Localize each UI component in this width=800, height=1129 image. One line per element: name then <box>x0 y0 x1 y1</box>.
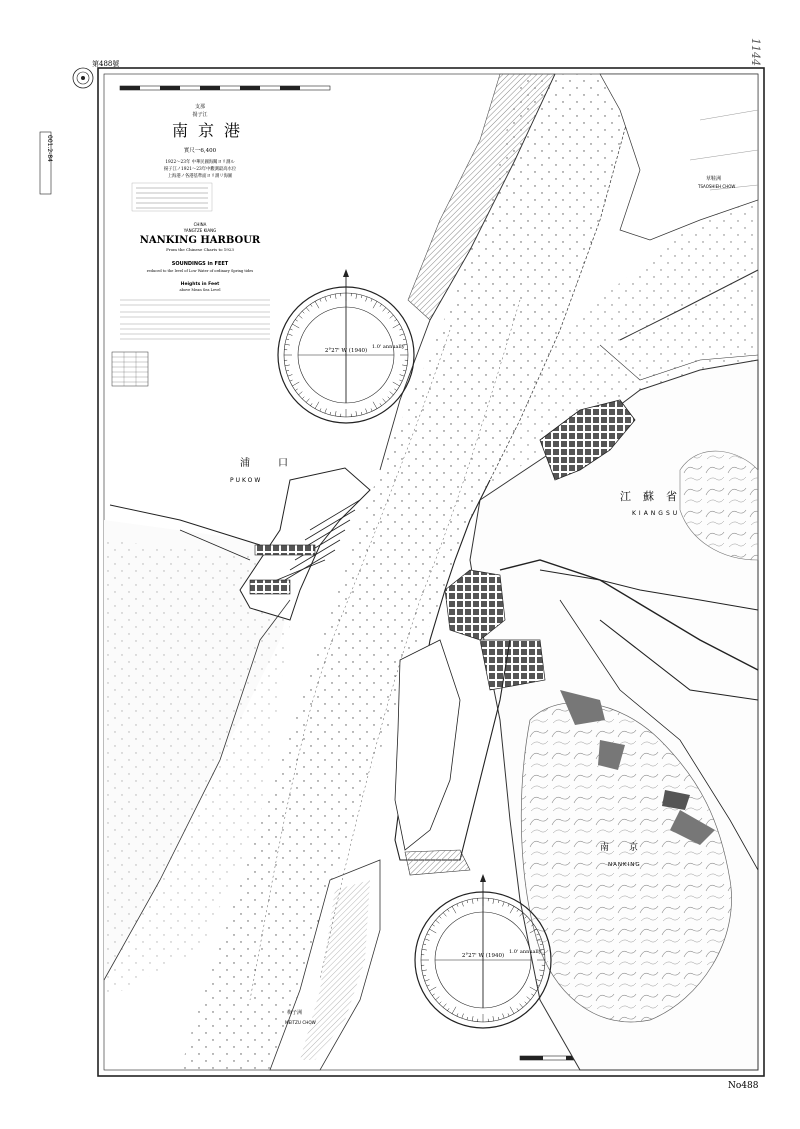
chart-number-top: 第488號 <box>92 59 119 68</box>
chart-number-bottom: No488 <box>728 1081 759 1091</box>
survey-note-2: 揚子江ノ1921～23年中觀測最高水位 <box>164 165 237 172</box>
upper-compass-annual: 1.0' annually <box>372 344 405 350</box>
tsaoshieh-en-label: TSAOSHIEH CHOW <box>697 184 735 189</box>
meitzu-en-label: MEITZU CHOW <box>285 1020 316 1025</box>
kiangsu-ja-label: 江蘇省 <box>620 489 689 503</box>
soundings-heading: SOUNDINGS in FEET <box>172 261 229 267</box>
nanking-ja-label: 南京 <box>600 841 658 853</box>
river-ja: 揚子江 <box>192 111 207 118</box>
pukow-sheds <box>250 580 290 594</box>
pukow-ja-label: 浦口 <box>240 456 316 469</box>
soundings-note: reduced to the level of Low Water of ordinary Spring tides <box>147 269 254 273</box>
title-en: NANKING HARBOUR <box>140 235 261 246</box>
river-en: YANGTZE KIANG <box>183 228 216 233</box>
pukow-depot <box>255 545 315 555</box>
region-ja: 支那 <box>195 103 205 110</box>
scale-ja: 實尺一6,400 <box>184 146 217 154</box>
heights-note: above Mean Sea Level <box>179 288 221 292</box>
upper-compass-variation: 2°27' W (1940) <box>325 347 367 354</box>
hydrographic-seal <box>73 68 93 88</box>
nanking-en-label: NANKING <box>608 862 641 868</box>
source-en: From the Chinese Charts to 1923 <box>166 247 234 252</box>
meitzu-ja-label: 梅子洲 <box>287 1009 302 1016</box>
kiangsu-en-label: KIANGSU <box>632 510 680 517</box>
survey-note-1: 1922～23年 中華民國海關ヨリ測ル <box>165 158 235 165</box>
margin-note: 1144 <box>749 38 762 66</box>
tsaoshieh-ja-label: 草鞋洲 <box>706 175 721 182</box>
pukow-en-label: PUKOW <box>230 477 262 484</box>
top-scale-bar <box>120 86 330 90</box>
side-stamp-text: 001.2-84 <box>46 135 53 162</box>
country-en: CHINA <box>194 222 207 227</box>
lower-compass-variation: 2°27' W (1940) <box>462 952 504 959</box>
survey-note-3: 上海港ノ各港基準面ヨリ測リ海圖 <box>168 172 233 179</box>
title-ja: 南京港 <box>172 121 250 140</box>
lower-compass-annual: 1.0' annually <box>509 949 542 955</box>
heights-heading: Heights in Feet <box>181 281 220 287</box>
